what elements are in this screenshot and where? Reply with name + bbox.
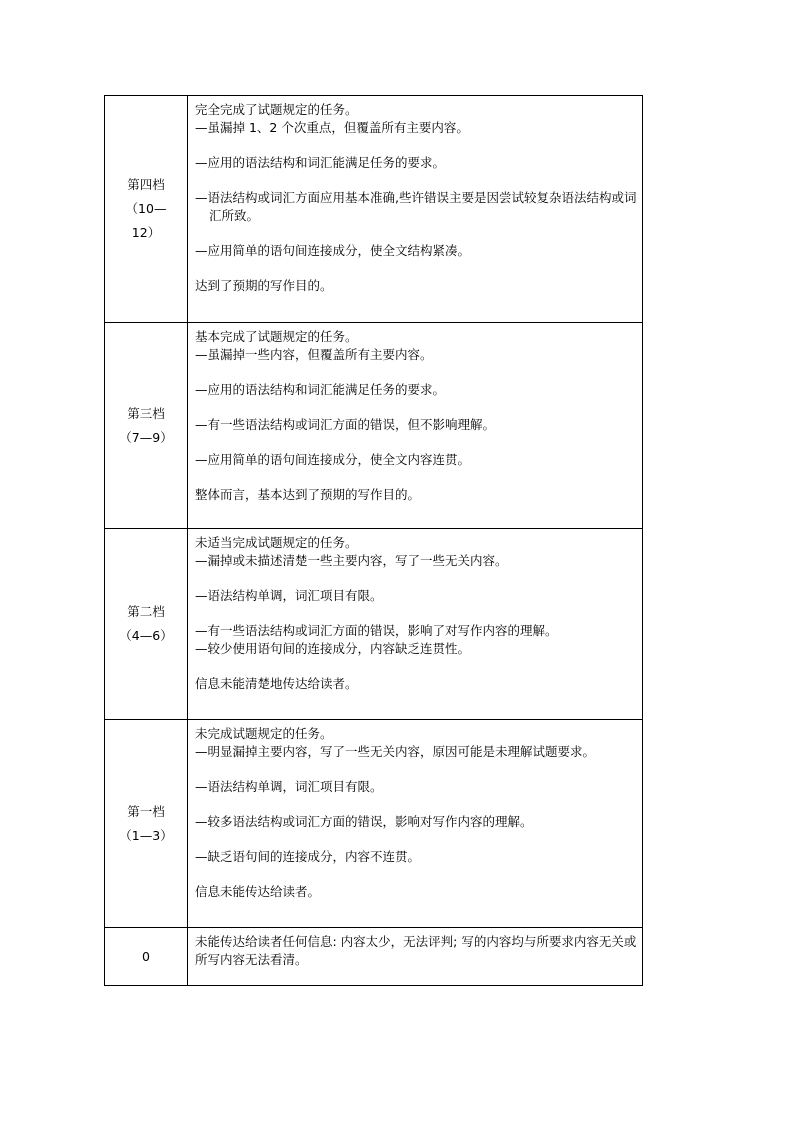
grade-cell <box>105 720 188 928</box>
criteria-line: —语法结构或词汇方面应用基本准确,些许错误主要是因尝试较复杂语法结构或词汇所致。 <box>195 190 637 223</box>
grade-cell <box>105 529 188 720</box>
criteria-line: —缺乏语句间的连接成分，内容不连贯。 <box>195 849 421 864</box>
scoring-rubric-table <box>104 95 643 986</box>
criteria-line: 未能传达给读者任何信息: 内容太少，无法评判; 写的内容均与所要求内容无关或所写内容无法看清。 <box>195 934 637 967</box>
criteria-line: —较多语法结构或词汇方面的错误，影响对写作内容的理解。 <box>195 814 533 829</box>
criteria-cell <box>188 96 643 323</box>
criteria-line: —虽漏掉 1、2 个次重点，但覆盖所有主要内容。 <box>195 120 469 135</box>
criteria-line: —漏掉或未描述清楚一些主要内容，写了一些无关内容。 <box>195 553 508 568</box>
criteria-cell <box>188 323 643 529</box>
criteria-line: 信息未能传达给读者。 <box>195 884 321 899</box>
criteria-line: —应用的语法结构和词汇能满足任务的要求。 <box>195 382 446 397</box>
grade-range: 12） <box>131 225 161 240</box>
grade-range: （1—3） <box>119 827 173 843</box>
criteria-line: 达到了预期的写作目的。 <box>195 278 333 293</box>
criteria-line: —明显漏掉主要内容，写了一些无关内容，原因可能是未理解试题要求。 <box>195 744 596 759</box>
grade-label: 第三档 <box>127 405 165 421</box>
criteria-line: 基本完成了试题规定的任务。 <box>195 329 358 344</box>
grade-range: （4—6） <box>119 628 173 643</box>
criteria-line: —应用简单的语句间连接成分，使全文结构紧凑。 <box>195 243 471 258</box>
table-row <box>105 720 643 928</box>
grade-range: （10— <box>125 201 167 216</box>
table-row <box>105 928 643 986</box>
criteria-line: —较少使用语句间的连接成分，内容缺乏连贯性。 <box>195 641 471 656</box>
grade-cell <box>105 323 188 529</box>
grade-cell <box>105 96 188 323</box>
grade-label: 第四档 <box>127 177 165 192</box>
criteria-line: —有一些语法结构或词汇方面的错误，但不影响理解。 <box>195 417 496 432</box>
criteria-line: —有一些语法结构或词汇方面的错误，影响了对写作内容的理解。 <box>195 623 558 638</box>
table-row <box>105 529 643 720</box>
criteria-cell <box>188 720 643 928</box>
criteria-line: —应用的语法结构和词汇能满足任务的要求。 <box>195 155 446 170</box>
grade-cell <box>105 928 188 986</box>
criteria-line: —虽漏掉一些内容，但覆盖所有主要内容。 <box>195 347 433 362</box>
grade-label: 第一档 <box>127 803 165 819</box>
criteria-line: 信息未能清楚地传达给读者。 <box>195 676 358 691</box>
criteria-line: 未完成试题规定的任务。 <box>195 726 333 741</box>
criteria-line: 完全完成了试题规定的任务。 <box>195 102 358 117</box>
table-row <box>105 323 643 529</box>
table-row <box>105 96 643 323</box>
criteria-line: —语法结构单调，词汇项目有限。 <box>195 588 383 603</box>
criteria-cell <box>188 928 643 986</box>
grade-range: （7—9） <box>119 429 173 445</box>
criteria-line: 整体而言，基本达到了预期的写作目的。 <box>195 487 421 502</box>
grade-label: 第二档 <box>127 604 165 619</box>
grade-label: 0 <box>142 948 150 964</box>
criteria-line: 未适当完成试题规定的任务。 <box>195 535 358 550</box>
criteria-line: —语法结构单调，词汇项目有限。 <box>195 779 383 794</box>
criteria-line: —应用简单的语句间连接成分，使全文内容连贯。 <box>195 452 471 467</box>
criteria-cell <box>188 529 643 720</box>
